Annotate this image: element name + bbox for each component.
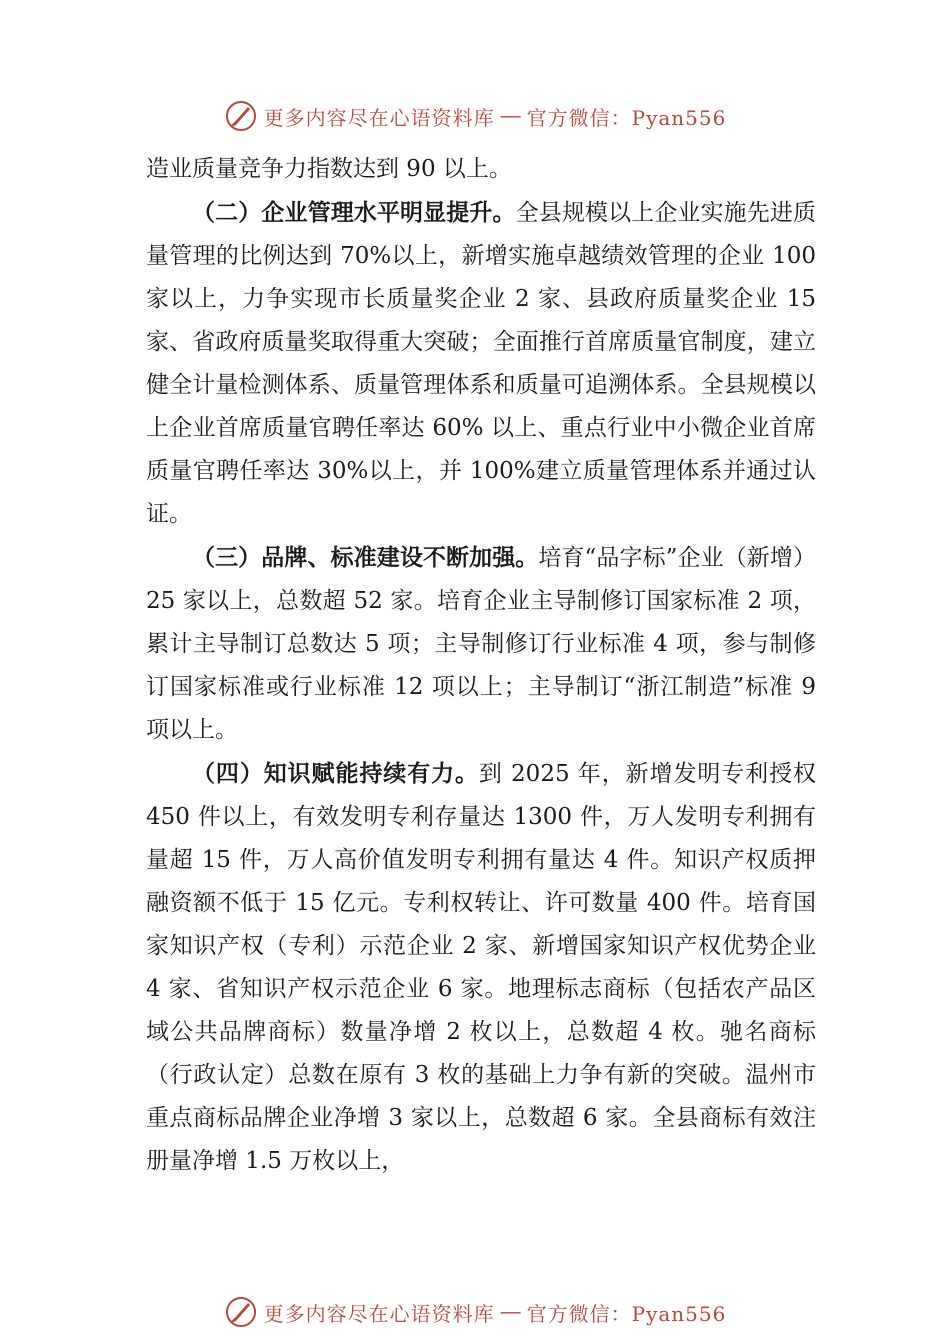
quill-logo-icon xyxy=(224,1295,258,1329)
paragraph-1-text: 造业质量竞争力指数达到 90 以上。 xyxy=(146,156,512,182)
header-separator: — xyxy=(500,104,521,127)
paragraph-3 xyxy=(146,536,816,752)
document-body xyxy=(146,148,816,1183)
paragraph-1 xyxy=(146,148,816,191)
paragraph-2 xyxy=(146,191,816,536)
paragraph-2-text: 全县规模以上企业实施先进质量管理的比例达到 70%以上，新增实施卓越绩效管理的企业 100 家以上，力争实现市长质量奖企业 2 家、县政府质量奖企业 15 家、省政府质量奖取得重大突破；全面推行首席质量官制度，建立健全计量检测体系、质量管理体系和质量可追溯体系。全县规模以上企业首席质量官聘任率达 60% 以上、重点行业中小微企业首席质量官聘任率达 30%以上，并 100%建立质量管理体系并通过认证。 xyxy=(146,200,817,527)
quill-logo-icon xyxy=(224,99,258,133)
paragraph-4-text: 到 2025 年，新增发明专利授权 450 件以上，有效发明专利存量达 1300 件，万人发明专利拥有量超 15 件，万人高价值发明专利拥有量达 4 件。知识产权质押融资额不低于 15 亿元。专利权转让、许可数量 400 件。培育国家知识产权（专利）示范企业 2 家、新增国家知识产权优势企业 4 家、省知识产权示范企业 6 家。地理标志商标（包括农产品区域公共品牌商标）数量净增 2 枚以上，总数超 4 枚。驰名商标（行政认定）总数在原有 3 枚的基础上力争有新的突破。温州市重点商标品牌企业净增 3 家以上，总数超 6 家。全县商标有效注册量净增 1.5 万枚以上， xyxy=(146,761,816,1174)
header-brand xyxy=(224,99,727,133)
footer-separator: — xyxy=(500,1300,521,1323)
paragraph-4 xyxy=(146,752,816,1183)
footer-contact: 官方微信：Pyan556 xyxy=(526,1301,727,1326)
paragraph-4-heading: （四）知识赋能持续有力。 xyxy=(192,760,479,787)
footer-brand xyxy=(224,1295,727,1329)
paragraph-2-heading: （二）企业管理水平明显提升。 xyxy=(192,199,516,226)
paragraph-3-heading: （三）品牌、标准建设不断加强。 xyxy=(192,544,539,571)
header-brand-name: 更多内容尽在心语资料库 xyxy=(263,105,495,130)
page-header xyxy=(0,96,950,136)
footer-brand-name: 更多内容尽在心语资料库 xyxy=(263,1301,495,1326)
paragraph-3-text: 培育“品字标”企业（新增）25 家以上，总数超 52 家。培育企业主导制修订国家标准 2 项，累计主导制订总数达 5 项；主导制修订行业标准 4 项，参与制修订国家标准或行业标准 12 项以上；主导制订“浙江制造”标准 9 项以上。 xyxy=(146,545,816,743)
header-contact: 官方微信：Pyan556 xyxy=(526,105,727,130)
page-footer xyxy=(0,1292,950,1332)
